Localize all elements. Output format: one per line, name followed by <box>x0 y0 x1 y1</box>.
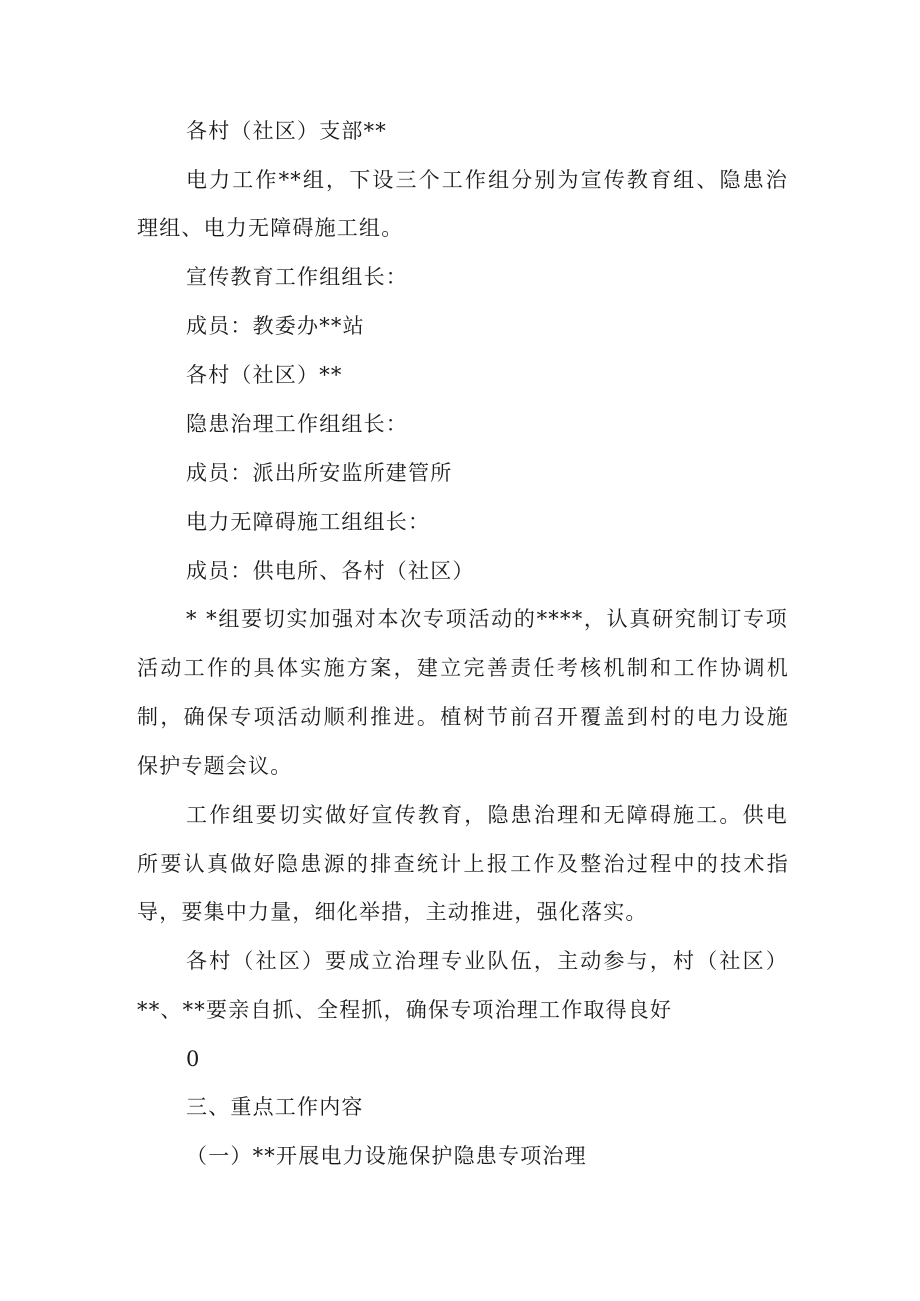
text-line: 各村（社区）支部** <box>186 119 387 143</box>
subsection-heading: （一）**开展电力设施保护隐患专项治理 <box>186 1144 587 1168</box>
text-line: 0 <box>186 1047 201 1071</box>
text-line: 成员：供电所、各村（社区） <box>186 559 475 583</box>
text-line: 隐患治理工作组组长： <box>186 412 408 436</box>
text-line: **、**要亲自抓、全程抓，确保专项治理工作取得良好 <box>137 998 673 1022</box>
text-line: 各村（社区）** <box>186 363 343 387</box>
text-line: 导，要集中力量，细化举措，主动推进，强化落实。 <box>137 900 648 924</box>
text-line: 保护专题会议。 <box>137 754 293 778</box>
text-line: 所要认真做好隐患源的排查统计上报工作及整治过程中的技术指 <box>137 852 789 876</box>
text-line: 理组、电力无障碍施工组。 <box>137 216 404 240</box>
text-line: 各村（社区）要成立治理专业队伍，主动参与，村（社区） <box>186 949 788 973</box>
section-heading: 三、重点工作内容 <box>186 1095 364 1119</box>
text-line: * *组要切实加强对本次专项活动的****，认真研究制订专项 <box>186 607 788 631</box>
text-line: 活动工作的具体实施方案，建立完善责任考核机制和工作协调机 <box>137 656 789 680</box>
text-line: 制，确保专项活动顺利推进。植树节前召开覆盖到村的电力设施 <box>137 705 789 729</box>
text-line: 宣传教育工作组组长： <box>186 265 408 289</box>
text-line: 成员：派出所安监所建管所 <box>186 461 453 485</box>
text-line: 电力工作**组，下设三个工作组分别为宣传教育组、隐患治 <box>186 168 788 192</box>
text-line: 电力无障碍施工组组长： <box>186 510 431 534</box>
text-line: 工作组要切实做好宣传教育，隐患治理和无障碍施工。供电 <box>186 803 788 827</box>
text-line: 成员：教委办**站 <box>186 314 365 338</box>
